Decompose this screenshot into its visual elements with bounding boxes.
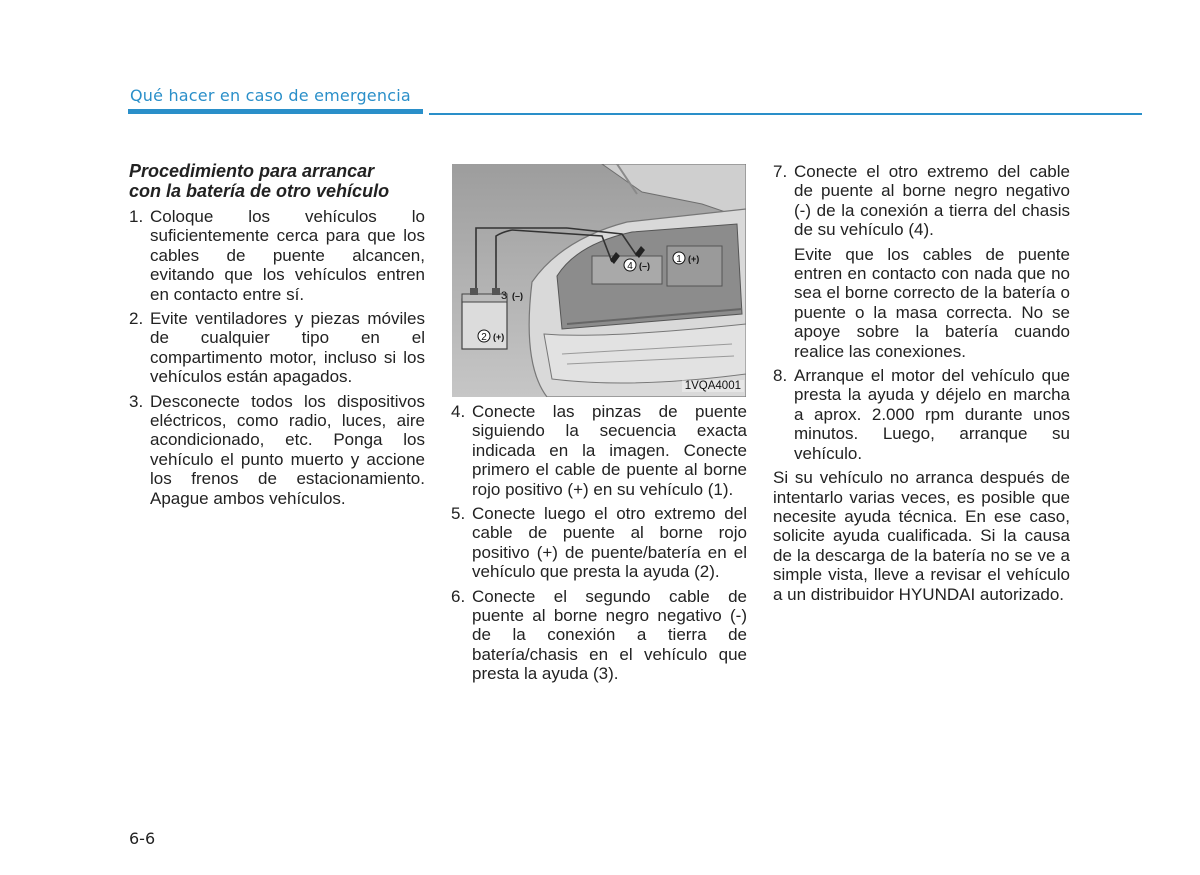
step-2 [129, 309, 425, 387]
step-text: Coloque los vehículos lo suficientemente cerca para que los cables de puente alcancen, evitando que los vehículos entren en contacto entre sí. [150, 207, 425, 304]
step-5 [451, 504, 747, 582]
step-number: 8. [773, 366, 788, 386]
step-text: Conecte el otro extremo del cable de puente al borne negro negativo (-) de la conexión a tierra del chasis de su vehículo (4). [794, 162, 1070, 240]
svg-text:2: 2 [481, 332, 487, 343]
section-title [129, 162, 425, 201]
step-number: 1. [129, 207, 144, 226]
steps-list-1 [129, 207, 425, 508]
svg-text:(–): (–) [512, 291, 523, 301]
closing-paragraph: Si su vehículo no arranca después de intentarlo varias veces, es posible que necesite ayuda técnica. En ese caso, solicite ayuda cualificada. Si la causa de la descarga de la batería no se ve a simple vista, lleve a revisar el vehículo a un distribuidor HYUNDAI autorizado. [773, 468, 1070, 604]
step-number: 5. [451, 504, 466, 524]
section-title-line-1: Procedimiento para arrancar [129, 161, 375, 181]
step-text: Evite ventiladores y piezas móviles de cualquier tipo en el compartimento motor, incluso si los vehículos están apagados. [150, 309, 425, 387]
section-title-line-2: con la batería de otro vehículo [129, 180, 390, 201]
step-number: 7. [773, 162, 788, 181]
step-1 [129, 207, 425, 304]
svg-text:1: 1 [676, 254, 682, 265]
step-number: 2. [129, 309, 144, 329]
step-text: Conecte el segundo cable de puente al borne negro negativo (-) de la conexión a tierra de batería/chasis en el vehículo que presta la ayuda (3). [472, 586, 747, 684]
header-rule-thick [128, 109, 423, 114]
svg-text:(+): (+) [493, 332, 505, 342]
svg-text:4: 4 [627, 261, 633, 272]
step-7-note: Evite que los cables de puente entren en contacto con nada que no sea el borne correcto de la batería o puente o la masa correcta. No se apoye sobre la batería cuando realice las conexiones. [794, 244, 1070, 361]
step-number: 3. [129, 391, 144, 411]
step-text: Conecte luego el otro extremo del cable de puente al borne rojo positivo (+) de puente/batería en el vehículo que presta la ayuda (2). [472, 504, 747, 582]
step-number: 4. [451, 402, 466, 421]
figure-code: 1VQA4001 [682, 380, 744, 392]
page-number: 6-6 [129, 829, 156, 848]
column-2 [451, 402, 747, 689]
step-text: Desconecte todos los dispositivos eléctricos, como radio, luces, aire acondicionado, etc. Ponga los vehículo el punto muerto y accione los frenos de estacionamiento. Apague ambos vehículos. [150, 391, 425, 508]
steps-list-3 [773, 162, 1070, 240]
column-3 [773, 162, 1070, 604]
label-3 [501, 290, 523, 302]
steps-list-2 [451, 402, 747, 684]
step-text: Arranque el motor del vehículo que presta la ayuda y déjelo en marcha a aprox. 2.000 rpm durante unos minutos. Luego, arranque su vehículo. [794, 366, 1070, 463]
svg-text:(–): (–) [639, 261, 650, 271]
svg-text:(+): (+) [688, 254, 700, 264]
step-4 [451, 402, 747, 499]
step-6 [451, 587, 747, 684]
steps-list-4 [773, 366, 1070, 463]
engine-bay-drawing [452, 164, 746, 397]
step-8 [773, 366, 1070, 463]
step-7 [773, 162, 1070, 240]
header-rule-thin [429, 113, 1142, 115]
jump-start-illustration [452, 164, 746, 397]
column-1 [129, 162, 425, 513]
step-text: Conecte las pinzas de puente siguiendo la secuencia exacta indicada en la imagen. Conecte primero el cable de puente al borne rojo positivo (+) en su vehículo (1). [472, 402, 747, 499]
svg-text:3: 3 [501, 290, 508, 302]
step-3 [129, 392, 425, 508]
step-number: 6. [451, 586, 466, 606]
chapter-title: Qué hacer en caso de emergencia [130, 86, 411, 105]
